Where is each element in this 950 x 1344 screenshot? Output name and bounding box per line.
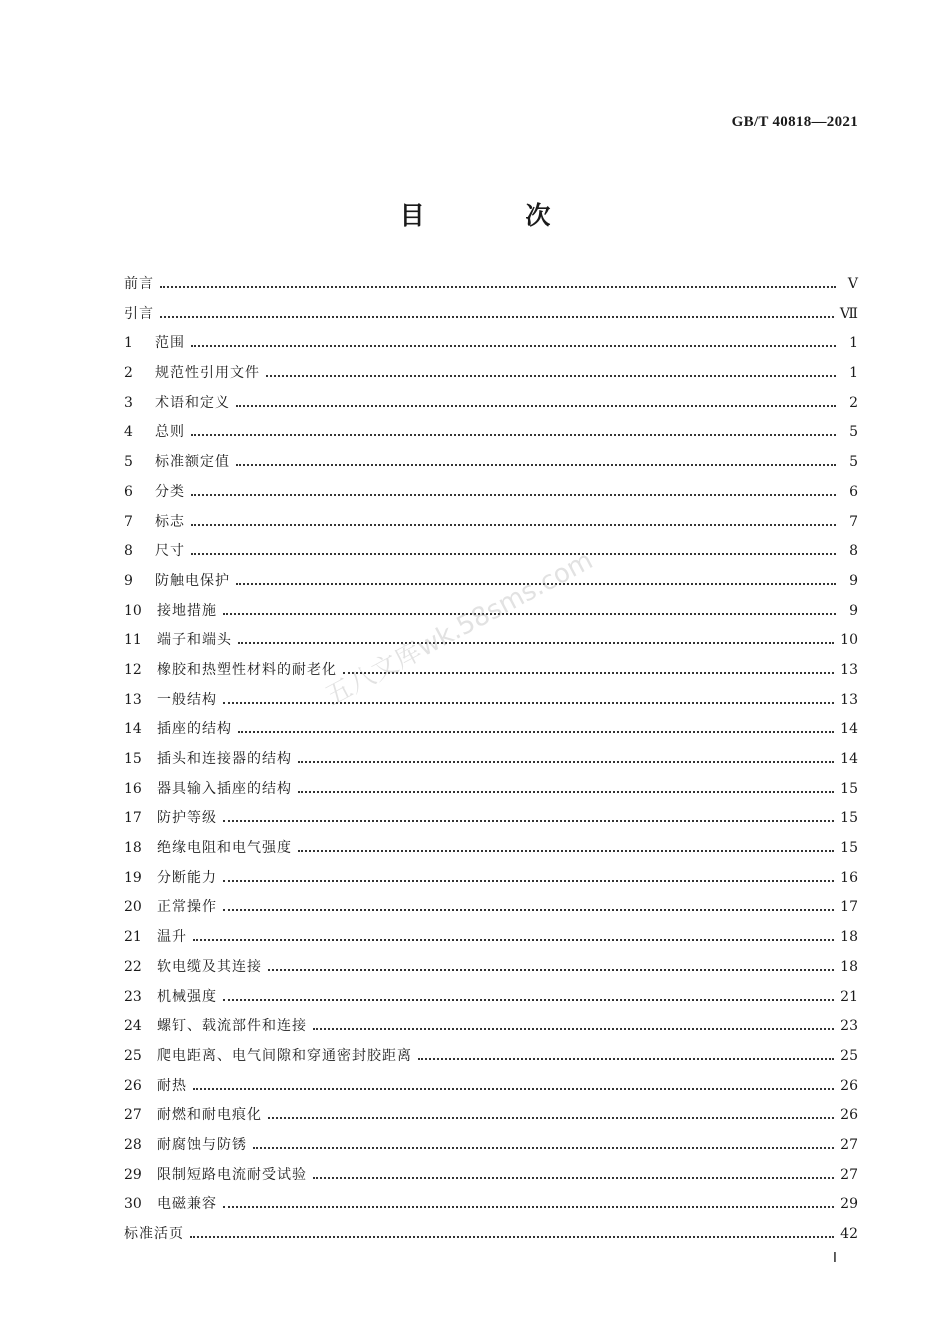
toc-entry[interactable] bbox=[124, 896, 858, 926]
toc-leader-dots bbox=[418, 1058, 834, 1060]
toc-entry-label: 器具输入插座的结构 bbox=[157, 780, 292, 797]
toc-leader-dots bbox=[266, 375, 836, 377]
toc-entry[interactable] bbox=[124, 481, 858, 511]
toc-entry-number: 14 bbox=[124, 721, 142, 738]
toc-entry[interactable] bbox=[124, 392, 858, 422]
toc-entry[interactable] bbox=[124, 540, 858, 570]
toc-entry-page: 2 bbox=[849, 394, 858, 411]
toc-entry-page: Ⅴ bbox=[847, 276, 858, 292]
toc-leader-dots bbox=[253, 1147, 834, 1149]
toc-leader-dots bbox=[223, 820, 834, 822]
toc-entry-label: 接地措施 bbox=[157, 602, 217, 619]
toc-entry-page: 15 bbox=[840, 780, 858, 797]
toc-entry-page: 6 bbox=[849, 483, 858, 500]
toc-entry-label: 标准活页 bbox=[124, 1226, 184, 1242]
toc-entry-label: 前言 bbox=[124, 276, 154, 292]
toc-entry[interactable] bbox=[124, 867, 858, 897]
toc-entry-page: 1 bbox=[849, 335, 858, 352]
toc-entry-page: 25 bbox=[840, 1047, 858, 1064]
toc-entry-page: 27 bbox=[840, 1166, 858, 1183]
toc-entry-page: 18 bbox=[840, 958, 858, 975]
toc-leader-dots bbox=[223, 613, 836, 615]
toc-leader-dots bbox=[223, 909, 834, 911]
toc-entry-number: 15 bbox=[124, 751, 142, 767]
toc-entry-page: 7 bbox=[849, 513, 858, 530]
toc-leader-dots bbox=[268, 1117, 834, 1119]
toc-entry-number: 10 bbox=[124, 602, 142, 619]
toc-leader-dots bbox=[193, 1088, 834, 1090]
toc-entry[interactable] bbox=[124, 1015, 858, 1045]
toc-leader-dots bbox=[223, 1206, 834, 1208]
toc-entry-number: 8 bbox=[124, 543, 133, 560]
toc-entry-page: 15 bbox=[840, 810, 858, 827]
toc-entry[interactable] bbox=[124, 332, 858, 362]
toc-entry-page: 5 bbox=[849, 454, 858, 471]
toc-entry[interactable] bbox=[124, 1164, 858, 1194]
toc-entry-label: 分类 bbox=[155, 483, 185, 500]
table-of-contents bbox=[124, 273, 858, 1253]
toc-entry-number: 2 bbox=[124, 365, 133, 382]
page-number: Ⅰ bbox=[832, 1251, 837, 1266]
toc-entry-number: 28 bbox=[124, 1136, 142, 1153]
toc-entry[interactable] bbox=[124, 362, 858, 392]
toc-leader-dots bbox=[191, 345, 836, 347]
watermark: 五八文库wk.58sms.com bbox=[320, 545, 598, 712]
toc-entry[interactable] bbox=[124, 986, 858, 1016]
toc-entry-number: 6 bbox=[124, 483, 133, 500]
toc-entry-number: 16 bbox=[124, 780, 142, 797]
toc-leader-dots bbox=[191, 553, 836, 555]
toc-entry[interactable] bbox=[124, 1104, 858, 1134]
toc-entry-page: 14 bbox=[840, 751, 858, 767]
toc-entry-label: 术语和定义 bbox=[155, 394, 230, 411]
toc-entry-page: 17 bbox=[840, 899, 858, 916]
toc-entry-label: 绝缘电阻和电气强度 bbox=[157, 840, 292, 857]
toc-entry-page: 13 bbox=[840, 661, 858, 678]
toc-entry[interactable] bbox=[124, 1134, 858, 1164]
toc-entry[interactable] bbox=[124, 1045, 858, 1075]
toc-entry[interactable] bbox=[124, 303, 858, 333]
toc-entry-number: 17 bbox=[124, 810, 142, 827]
toc-entry-page: 21 bbox=[840, 988, 858, 1005]
toc-entry[interactable] bbox=[124, 837, 858, 867]
toc-entry-number: 12 bbox=[124, 661, 142, 678]
toc-entry-label: 软电缆及其连接 bbox=[157, 958, 262, 975]
toc-entry-number: 25 bbox=[124, 1047, 142, 1064]
toc-entry[interactable] bbox=[124, 273, 858, 303]
toc-entry-page: 23 bbox=[840, 1018, 858, 1035]
toc-entry-label: 电磁兼容 bbox=[157, 1196, 217, 1213]
toc-entry-number: 13 bbox=[124, 691, 142, 708]
toc-entry-number: 3 bbox=[124, 394, 133, 411]
toc-entry-number: 24 bbox=[124, 1018, 142, 1035]
toc-entry-label: 螺钉、载流部件和连接 bbox=[157, 1018, 307, 1035]
toc-entry[interactable] bbox=[124, 689, 858, 719]
toc-entry-number: 22 bbox=[124, 958, 142, 975]
toc-entry-label: 温升 bbox=[157, 929, 187, 946]
toc-entry-label: 总则 bbox=[155, 424, 185, 441]
toc-entry[interactable] bbox=[124, 778, 858, 808]
toc-entry-page: 9 bbox=[849, 602, 858, 619]
toc-entry-page: 29 bbox=[840, 1196, 858, 1213]
toc-leader-dots bbox=[313, 1028, 834, 1030]
toc-entry-page: Ⅶ bbox=[839, 305, 858, 322]
toc-entry-label: 爬电距离、电气间隙和穿通密封胶距离 bbox=[157, 1047, 412, 1064]
toc-entry-number: 18 bbox=[124, 840, 142, 857]
toc-entry-label: 限制短路电流耐受试验 bbox=[157, 1166, 307, 1183]
toc-entry-label: 耐热 bbox=[157, 1077, 187, 1094]
toc-leader-dots bbox=[223, 702, 834, 704]
toc-entry[interactable] bbox=[124, 926, 858, 956]
toc-entry-number: 29 bbox=[124, 1166, 142, 1183]
toc-entry-number: 7 bbox=[124, 513, 133, 530]
toc-entry-page: 9 bbox=[849, 572, 858, 589]
toc-entry-label: 范围 bbox=[155, 335, 185, 352]
toc-entry-page: 18 bbox=[840, 929, 858, 946]
toc-entry-label: 端子和端头 bbox=[157, 632, 232, 649]
toc-leader-dots bbox=[223, 999, 834, 1001]
toc-entry-page: 15 bbox=[840, 840, 858, 857]
toc-entry-number: 20 bbox=[124, 899, 142, 916]
toc-entry-label: 耐燃和耐电痕化 bbox=[157, 1107, 262, 1124]
toc-entry-page: 8 bbox=[849, 543, 858, 560]
toc-leader-dots bbox=[236, 464, 836, 466]
toc-leader-dots bbox=[190, 1236, 834, 1238]
toc-entry-page: 42 bbox=[840, 1226, 858, 1242]
toc-leader-dots bbox=[160, 286, 836, 288]
toc-entry-label: 插头和连接器的结构 bbox=[157, 751, 292, 767]
toc-entry-number: 1 bbox=[124, 335, 133, 352]
toc-entry-number: 30 bbox=[124, 1196, 142, 1213]
toc-entry-page: 10 bbox=[840, 632, 858, 649]
toc-entry[interactable] bbox=[124, 807, 858, 837]
toc-entry-page: 14 bbox=[840, 721, 858, 738]
toc-entry-label: 尺寸 bbox=[155, 543, 185, 560]
toc-leader-dots bbox=[238, 731, 834, 733]
toc-title: 目 次 bbox=[399, 201, 597, 230]
toc-entry-number: 26 bbox=[124, 1077, 142, 1094]
toc-entry[interactable] bbox=[124, 511, 858, 541]
toc-leader-dots bbox=[160, 316, 834, 318]
toc-entry-number: 5 bbox=[124, 454, 133, 471]
toc-entry[interactable] bbox=[124, 956, 858, 986]
toc-entry[interactable] bbox=[124, 1223, 858, 1253]
toc-leader-dots bbox=[298, 761, 834, 763]
toc-entry[interactable] bbox=[124, 451, 858, 481]
toc-entry[interactable] bbox=[124, 1075, 858, 1105]
toc-entry-label: 一般结构 bbox=[157, 691, 217, 708]
toc-entry-number: 9 bbox=[124, 572, 133, 589]
toc-entry-number: 19 bbox=[124, 869, 142, 886]
toc-leader-dots bbox=[298, 791, 834, 793]
toc-entry-page: 26 bbox=[840, 1107, 858, 1124]
toc-entry-label: 引言 bbox=[124, 305, 154, 322]
toc-entry-label: 标准额定值 bbox=[155, 454, 230, 471]
toc-entry-page: 13 bbox=[840, 691, 858, 708]
toc-entry-number: 21 bbox=[124, 929, 142, 946]
toc-entry[interactable] bbox=[124, 1193, 858, 1223]
toc-entry-label: 耐腐蚀与防锈 bbox=[157, 1136, 247, 1153]
toc-entry[interactable] bbox=[124, 629, 858, 659]
toc-entry-page: 1 bbox=[849, 365, 858, 382]
toc-leader-dots bbox=[238, 642, 834, 644]
standard-code: GB/T 40818—2021 bbox=[731, 114, 858, 130]
toc-entry-label: 防护等级 bbox=[157, 810, 217, 827]
toc-entry-label: 插座的结构 bbox=[157, 721, 232, 738]
toc-entry[interactable] bbox=[124, 421, 858, 451]
toc-entry-label: 分断能力 bbox=[157, 869, 217, 886]
toc-entry[interactable] bbox=[124, 718, 858, 748]
toc-entry-number: 4 bbox=[124, 424, 133, 441]
toc-entry-label: 标志 bbox=[155, 513, 185, 530]
toc-leader-dots bbox=[298, 850, 834, 852]
toc-leader-dots bbox=[236, 405, 836, 407]
toc-leader-dots bbox=[191, 524, 836, 526]
toc-entry-label: 规范性引用文件 bbox=[155, 365, 260, 382]
toc-entry-number: 27 bbox=[124, 1107, 142, 1124]
toc-leader-dots bbox=[191, 494, 836, 496]
toc-entry-number: 11 bbox=[124, 632, 142, 649]
toc-leader-dots bbox=[343, 672, 834, 674]
toc-entry-page: 26 bbox=[840, 1077, 858, 1094]
toc-entry-label: 正常操作 bbox=[157, 899, 217, 916]
toc-entry[interactable] bbox=[124, 748, 858, 778]
toc-leader-dots bbox=[268, 969, 834, 971]
toc-entry-label: 机械强度 bbox=[157, 988, 217, 1005]
toc-entry-number: 23 bbox=[124, 988, 142, 1005]
toc-leader-dots bbox=[193, 939, 834, 941]
toc-leader-dots bbox=[223, 880, 834, 882]
toc-leader-dots bbox=[191, 434, 836, 436]
toc-entry-page: 27 bbox=[840, 1136, 858, 1153]
toc-entry-label: 橡胶和热塑性材料的耐老化 bbox=[157, 661, 337, 678]
toc-entry[interactable] bbox=[124, 659, 858, 689]
toc-entry-page: 5 bbox=[849, 424, 858, 441]
toc-leader-dots bbox=[313, 1177, 834, 1179]
toc-entry-label: 防触电保护 bbox=[155, 572, 230, 589]
toc-entry-page: 16 bbox=[840, 869, 858, 886]
